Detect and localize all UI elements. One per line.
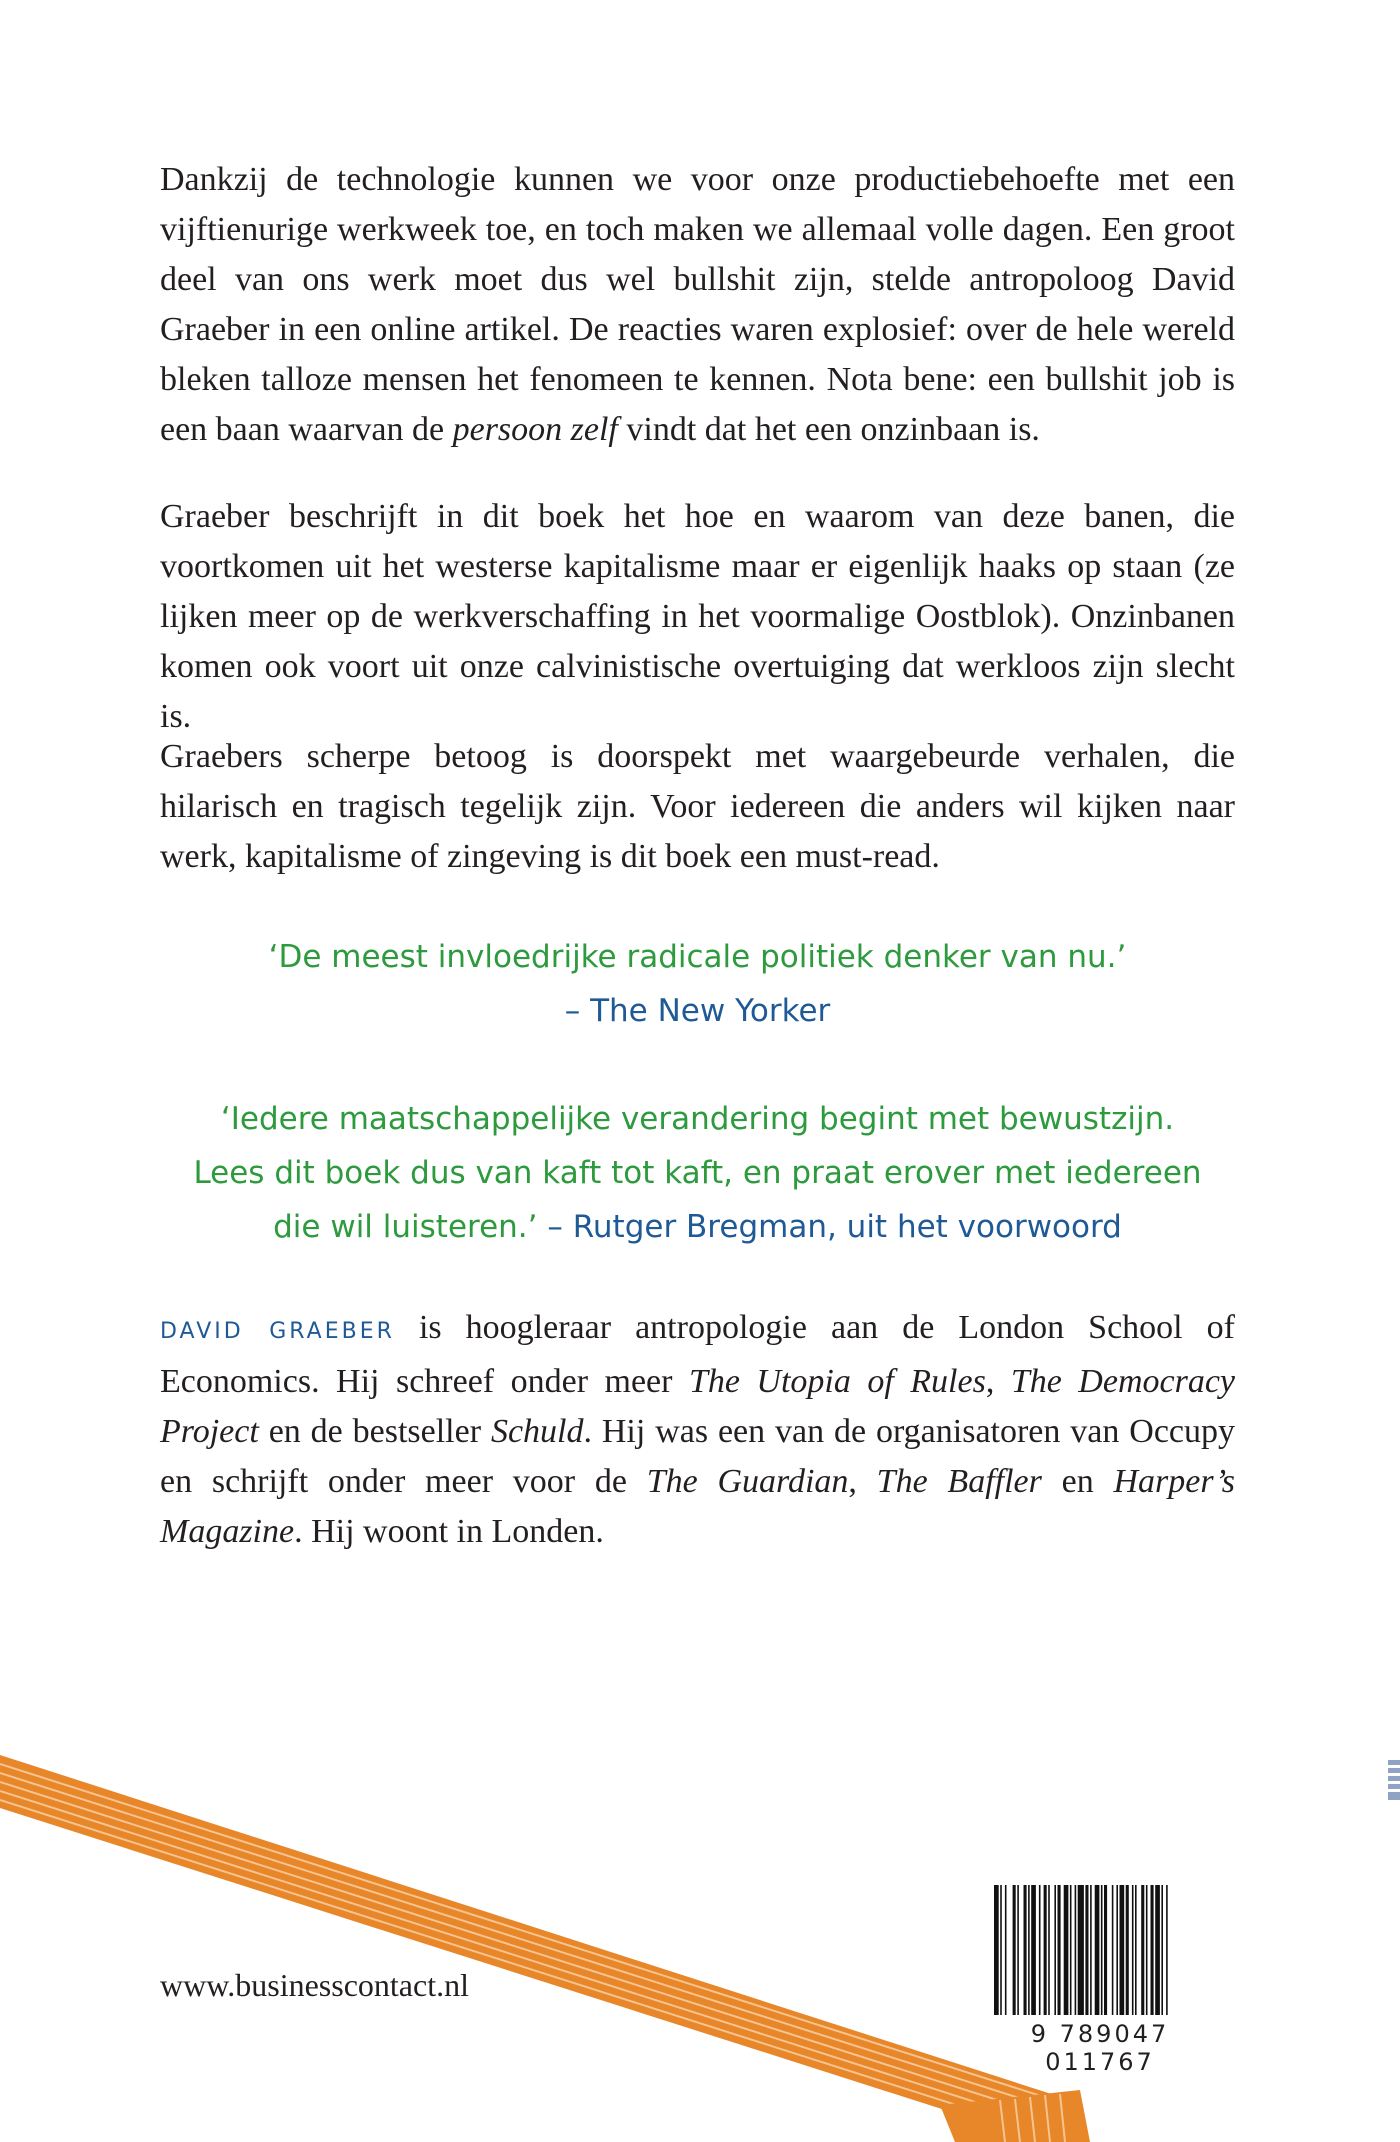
barcode-bar [1135,1885,1137,2015]
quote-line: ‘Iedere maatschappelijke verandering begint met bewustzijn. [220,1101,1175,1137]
blurb-text: Graeber beschrijft in dit boek het hoe en waarom van deze banen, die voortkomen uit het westerse kapitalisme maar er eigenlijk haaks op staan (ze lijken meer op de werkverschaffing in het voormalige Oostblok). Onzinbanen komen ook voort uit onze calvinistische overtuiging dat werkloos zijn slecht is. [160,498,1235,735]
barcode-bar [1075,1885,1077,2015]
book-title: The Utopia of Rules [688,1363,986,1400]
blurb-text: vindt dat het een onzinbaan is. [617,411,1040,448]
barcode-bar [1166,1885,1168,2015]
bio-text: en [1041,1463,1114,1500]
quote-source: – Rutger Bregman, uit het voorwoord [537,1209,1122,1245]
ribbon-body [0,1755,1075,2142]
barcode-bar [1146,1885,1148,2015]
barcode-bar [1126,1885,1129,2015]
barcode-bar [1095,1885,1100,2015]
barcode-bar [1116,1885,1118,2015]
isbn-number: 9 789047 011767 [1030,2020,1170,2076]
quote-source: – The New Yorker [564,993,831,1029]
barcode-bar [1070,1885,1072,2015]
publication-title: Harper’s Magazine [160,1463,1235,1550]
barcode-bar [1101,1885,1103,2015]
publisher-website: www.businesscontact.nl [160,1967,469,2003]
barcode-bar [1031,1885,1036,2015]
bio-text: . Hij woont in Londen. [294,1513,604,1550]
barcode-bar [1013,1885,1016,2015]
barcode-bar [1000,1885,1002,2015]
barcode-bar [1048,1885,1050,2015]
barcode-bar [1132,1885,1134,2015]
bio-text: en de bestseller [258,1413,491,1450]
barcode-bar [1028,1885,1030,2015]
barcode-bar [1112,1885,1114,2015]
barcode-bar [1155,1885,1160,2015]
barcode-bars [990,1885,1225,2015]
barcode-bar [1024,1885,1027,2015]
quote-line: die wil luisteren.’ [273,1209,538,1245]
barcode-bar [1090,1885,1092,2015]
barcode-bar [1078,1885,1084,2015]
barcode-bar [1161,1885,1163,2015]
quote-line: Lees dit boek dus van kaft tot kaft, en praat erover met iedereen [193,1155,1202,1191]
barcode-bar [1120,1885,1125,2015]
barcode-bar [1085,1885,1088,2015]
book-title: Schuld [490,1413,584,1450]
bio-text: , [848,1463,877,1500]
edge-registration-marks [1388,1760,1400,1800]
barcode-bar [1058,1885,1061,2015]
quote-text: ‘De meest invloedrijke radicale politiek denker van nu.’ [268,939,1127,975]
blurb-emphasis: persoon zelf [452,411,618,448]
barcode-bar [1151,1885,1154,2015]
publication-title: The Baffler [876,1463,1042,1500]
bio-text: . Hij was een van de organisatoren van Occupy en schrijft onder meer voor de [160,1413,1235,1500]
book-title: The Democracy Project [160,1363,1235,1450]
barcode-bar [1064,1885,1069,2015]
bio-text: is hoogleraar antropologie aan de London School of Economics. Hij schreef onder meer [160,1309,1235,1400]
barcode-bar [1104,1885,1107,2015]
barcode-bar [1141,1885,1144,2015]
barcode-bar [994,1885,999,2015]
blurb-text: Dankzij de technologie kunnen we voor onze productiebehoefte met een vijftienurige werkweek toe, en toch maken we allemaal volle dagen. Een groot deel van ons werk moet dus wel bullshit zijn, stelde antropoloog David Graeber in een online artikel. De reacties waren explosief: over de hele wereld bleken talloze mensen het fenomeen te kennen. Nota bene: een bullshit job is een baan waarvan de [160,161,1235,448]
barcode-bar [1039,1885,1041,2015]
barcode-bar [1017,1885,1019,2015]
barcode-bar [1005,1885,1007,2015]
barcode [990,1885,1225,2015]
bio-text: , [985,1363,1011,1400]
blurb-text: Graebers scherpe betoog is doorspekt met waargebeurde verhalen, die hilarisch en tragisch tegelijk zijn. Voor iedereen die anders wil kijken naar werk, kapitalisme of zingeving is dit boek een must-read. [160,738,1235,875]
publication-title: The Guardian [646,1463,849,1500]
barcode-bar [1054,1885,1056,2015]
barcode-bar [1044,1885,1047,2015]
author-name: DAVID GRAEBER [160,1319,395,1344]
